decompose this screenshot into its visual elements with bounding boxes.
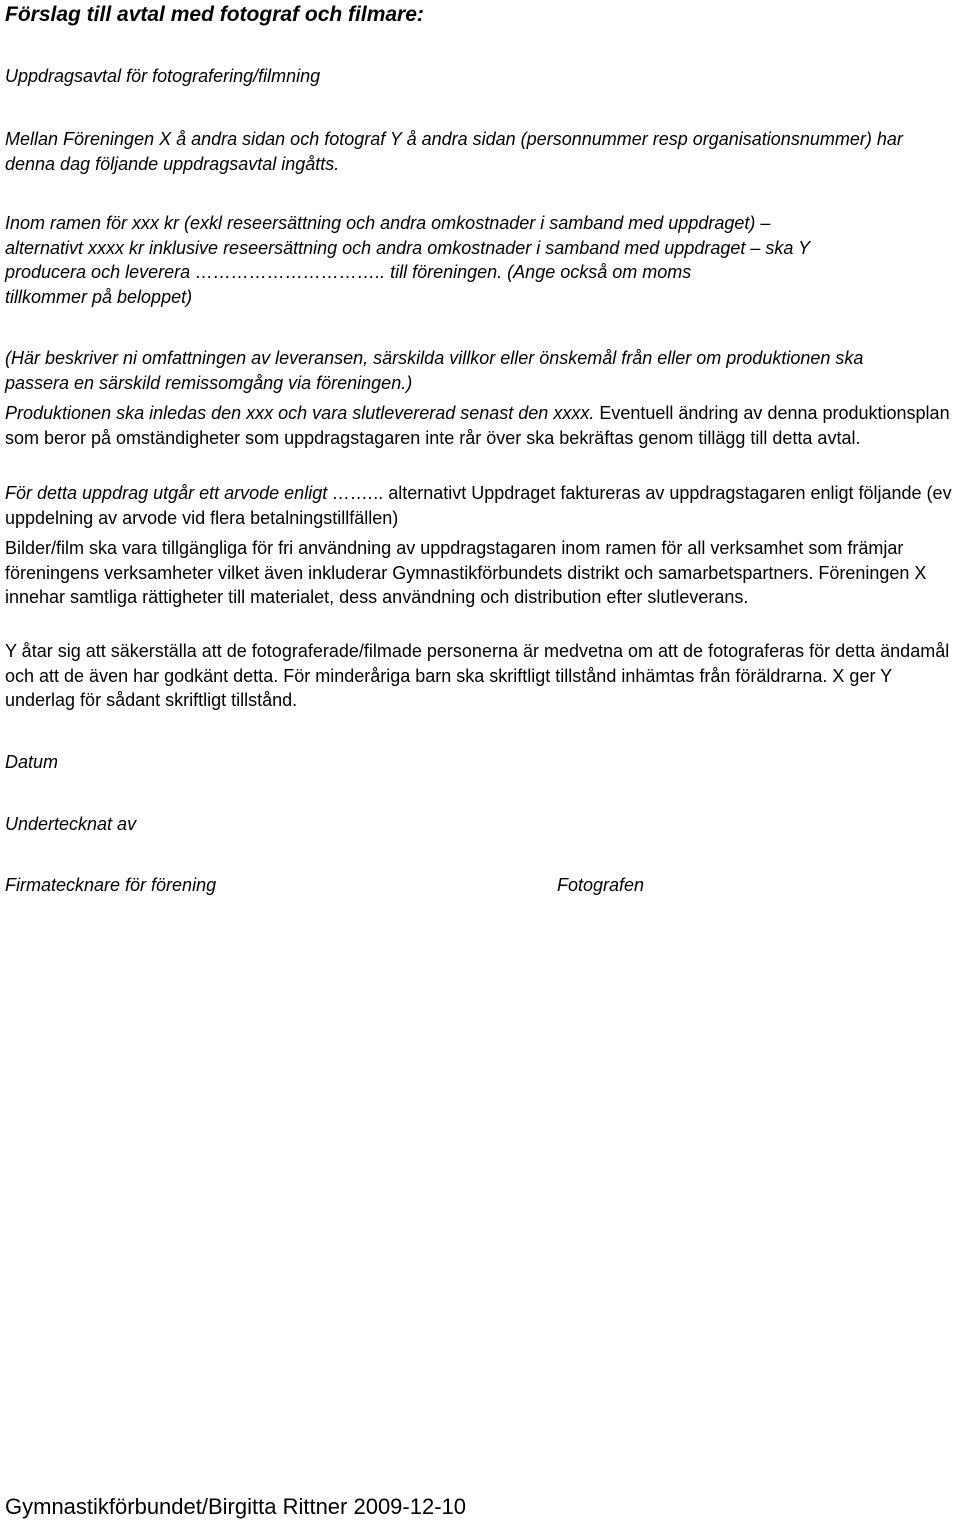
rights-paragraph: Bilder/film ska vara tillgängliga för fri användning av uppdragstagaren inom ramen för all verksamhet som främjar föreningens verksamheter vilket även inkluderar Gymnastikförbundets distrikt och samarbetspartners. Föreningen X innehar samtliga rättigheter till materialet, dess användning och distribution efter slutleverans. — [5, 538, 927, 607]
schedule-text: Eventuell ändring av denna produktionsplan som beror på omständigheter som uppdragstagaren inte rår över ska bekräftas genom tillägg till detta avtal. — [5, 403, 950, 448]
consent-paragraph: Y åtar sig att säkerställa att de fotograferade/filmade personerna är medvetna om att de fotograferas för detta ändamål och att de även har godkänt detta. För minderåriga barn ska skriftligt tillstånd inhämtas från föräldrarna. X ger Y underlag för sådant skriftligt tillstånd. — [5, 641, 950, 710]
scope-line: tillkommer på beloppet) — [5, 286, 193, 307]
signed-label: Undertecknat av — [5, 814, 137, 834]
schedule-text-italic: Produktionen ska inledas den xxx och vara slutlevererad senast den xxxx. — [5, 403, 595, 423]
description-paragraph: (Här beskriver ni omfattningen av leveransen, särskilda villkor eller önskemål från eller om produktionen ska passera en särskild remissomgång via föreningen.) — [5, 348, 864, 393]
date-label: Datum — [5, 752, 59, 772]
scope-line: alternativt xxxx kr inklusive reseersättning och andra omkostnader i samband med uppdraget – ska Y — [5, 237, 811, 258]
document-footer: Gymnastikförbundet/Birgitta Rittner 2009-12-10 — [5, 1494, 467, 1519]
document-subtitle: Uppdragsavtal för fotografering/filmning — [5, 66, 321, 86]
signatory-association: Firmatecknare för förening — [5, 875, 217, 895]
fee-text: .. alternativt Uppdraget faktureras av uppdragstagaren enligt följande (ev uppdelning av arvode vid flera betalningstillfällen) — [5, 483, 952, 528]
scope-line: producera och leverera ………………………….. till föreningen. (Ange också om moms — [5, 262, 692, 282]
scope-line: Inom ramen för xxx kr (exkl reseersättning och andra omkostnader i samband med uppdraget) – — [5, 213, 771, 233]
schedule-paragraph — [5, 401, 960, 450]
scope-paragraph — [5, 211, 960, 309]
parties-paragraph: Mellan Föreningen X å andra sidan och fotograf Y å andra sidan (personnummer resp organisationsnummer) har denna dag följande uppdragsavtal ingåtts. — [5, 129, 903, 174]
fee-paragraph — [5, 481, 955, 530]
document-title: Förslag till avtal med fotograf och filmare: — [5, 3, 424, 26]
fee-text-italic: För detta uppdrag utgår ett arvode enligt ……. — [5, 483, 374, 503]
signatory-photographer: Fotografen — [557, 875, 645, 895]
